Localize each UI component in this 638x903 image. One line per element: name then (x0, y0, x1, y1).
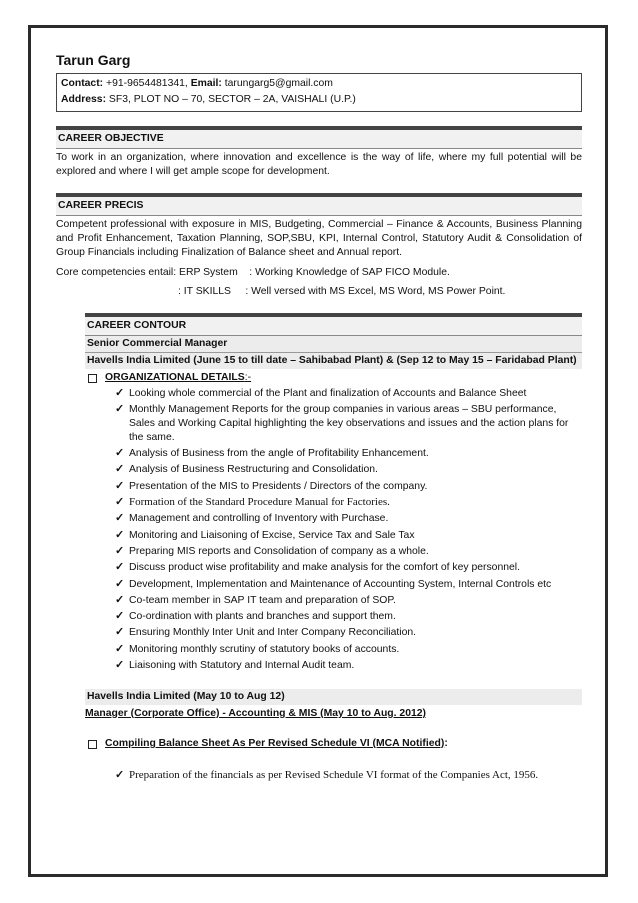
phone-number: +91-9654481341, (103, 78, 191, 89)
check-icon: ✓ (115, 610, 125, 623)
career-objective-text: To work in an organization, where innovation and excellence is the way of life, where my full potential will be explored and where I will get ample scope for development. (56, 152, 582, 177)
compile-heading-label: Compiling Balance Sheet As Per Revised Schedule VI (MCA Notified) (105, 737, 445, 749)
career-objective-heading: CAREER OBJECTIVE (56, 126, 582, 149)
contact-box (56, 73, 582, 112)
career-contour (85, 313, 582, 783)
compile-list (115, 769, 582, 783)
it-value: : Well versed with MS Excel, MS Word, MS Power Point. (245, 286, 506, 297)
contact-label: Contact: (61, 78, 104, 89)
it-skills (56, 285, 582, 299)
check-icon: ✓ (115, 463, 125, 476)
role2-title: Manager (Corporate Office) - Accounting & MIS (May 10 to Aug. 2012) (85, 707, 427, 719)
check-icon: ✓ (115, 626, 125, 639)
it-label: : IT SKILLS (178, 286, 231, 297)
list-item: ✓ Presentation of the MIS to Presidents / Directors of the company. (115, 479, 428, 492)
org-details-heading (85, 371, 582, 385)
compile-heading-suffix: : (444, 737, 448, 749)
check-icon: ✓ (115, 403, 125, 416)
address-line (61, 92, 577, 108)
check-icon: ✓ (115, 768, 125, 781)
check-icon: ✓ (115, 642, 125, 655)
check-icon: ✓ (115, 479, 125, 492)
core-label: Core competencies entail: ERP System (56, 267, 238, 278)
check-icon: ✓ (115, 593, 125, 606)
org-details-list (115, 387, 582, 673)
check-icon: ✓ (115, 447, 125, 460)
compile-heading (85, 737, 582, 751)
list-item: ✓ Formation of the Standard Procedure Manual for Factories. (115, 496, 390, 509)
candidate-name: Tarun Garg (56, 52, 131, 68)
email-label: Email: (190, 78, 222, 89)
list-item: ✓ Discuss product wise profitability and make analysis for the comfort of key personnel. (115, 561, 520, 574)
check-icon: ✓ (115, 512, 125, 525)
list-item: ✓ Development, Implementation and Maintenance of Accounting System, Internal Controls etc (115, 577, 552, 590)
address-label: Address: (61, 94, 107, 105)
career-contour-heading: CAREER CONTOUR (85, 313, 582, 336)
list-item: ✓ Looking whole commercial of the Plant and finalization of Accounts and Balance Sheet (115, 387, 527, 399)
core-competencies (56, 266, 582, 280)
list-item: ✓ Monitoring monthly scrutiny of statutory books of accounts. (115, 642, 400, 655)
list-item: ✓ Ensuring Monthly Inter Unit and Inter Company Reconciliation. (115, 626, 417, 639)
check-icon: ✓ (115, 544, 125, 557)
check-icon: ✓ (115, 561, 125, 574)
check-icon: ✓ (115, 577, 125, 590)
list-item: ✓ Co-ordination with plants and branches and support them. (115, 610, 396, 623)
check-icon: ✓ (115, 659, 125, 672)
checkbox-bullet-icon (88, 740, 97, 749)
core-value: : Working Knowledge of SAP FICO Module. (249, 267, 450, 278)
check-icon: ✓ (115, 387, 125, 399)
resume-content (56, 52, 582, 785)
org-details-suffix: :- (244, 372, 252, 383)
checkbox-bullet-icon (88, 374, 97, 383)
address-value: SF3, PLOT NO – 70, SECTOR – 2A, VAISHALI (U.P.) (106, 94, 356, 105)
check-icon: ✓ (115, 528, 125, 541)
list-item: ✓ Monitoring and Liaisoning of Excise, Service Tax and Sale Tax (115, 528, 415, 541)
role1-company: Havells India Limited (June 15 to till date – Sahibabad Plant) & (Sep 12 to May 15 – Faridabad Plant) (85, 353, 582, 369)
list-item: ✓ Analysis of Business Restructuring and Consolidation. (115, 463, 378, 476)
role2-company: Havells India Limited (May 10 to Aug 12) (85, 689, 582, 705)
email-address: tarungarg5@gmail.com (221, 78, 333, 89)
role2-block (85, 689, 582, 721)
contact-line (61, 76, 577, 92)
career-precis-heading: CAREER PRECIS (56, 193, 582, 216)
list-item: ✓ Analysis of Business from the angle of Profitability Enhancement. (115, 447, 429, 460)
list-item: ✓ Co-team member in SAP IT team and preparation of SOP. (115, 593, 396, 606)
list-item: ✓ Preparation of the financials as per Revised Schedule VI format of the Companies Act, 1956. (115, 768, 539, 781)
list-item: ✓ Preparing MIS reports and Consolidation of company as a whole. (115, 544, 429, 557)
org-details-label: ORGANIZATIONAL DETAILS (105, 372, 245, 383)
role1-title: Senior Commercial Manager (85, 336, 582, 353)
list-item: ✓ Monthly Management Reports for the group companies in various areas – SBU performance, Sales and Working Capital highlighting the key observations and issues and the action plans for the same. (115, 403, 569, 443)
list-item: ✓ Liaisoning with Statutory and Internal Audit team. (115, 659, 355, 672)
list-item: ✓ Management and controlling of Inventory with Purchase. (115, 512, 389, 525)
check-icon: ✓ (115, 496, 125, 509)
career-precis-text: Competent professional with exposure in MIS, Budgeting, Commercial – Finance & Accounts, Business Planning and Profit Enhancement, Taxation Planning, SOP,SBU, KPI, Internal Control, Statutory Audit & Consolidation of Group Financials including Finalization of Balance sheet and Annual report. (56, 219, 582, 258)
